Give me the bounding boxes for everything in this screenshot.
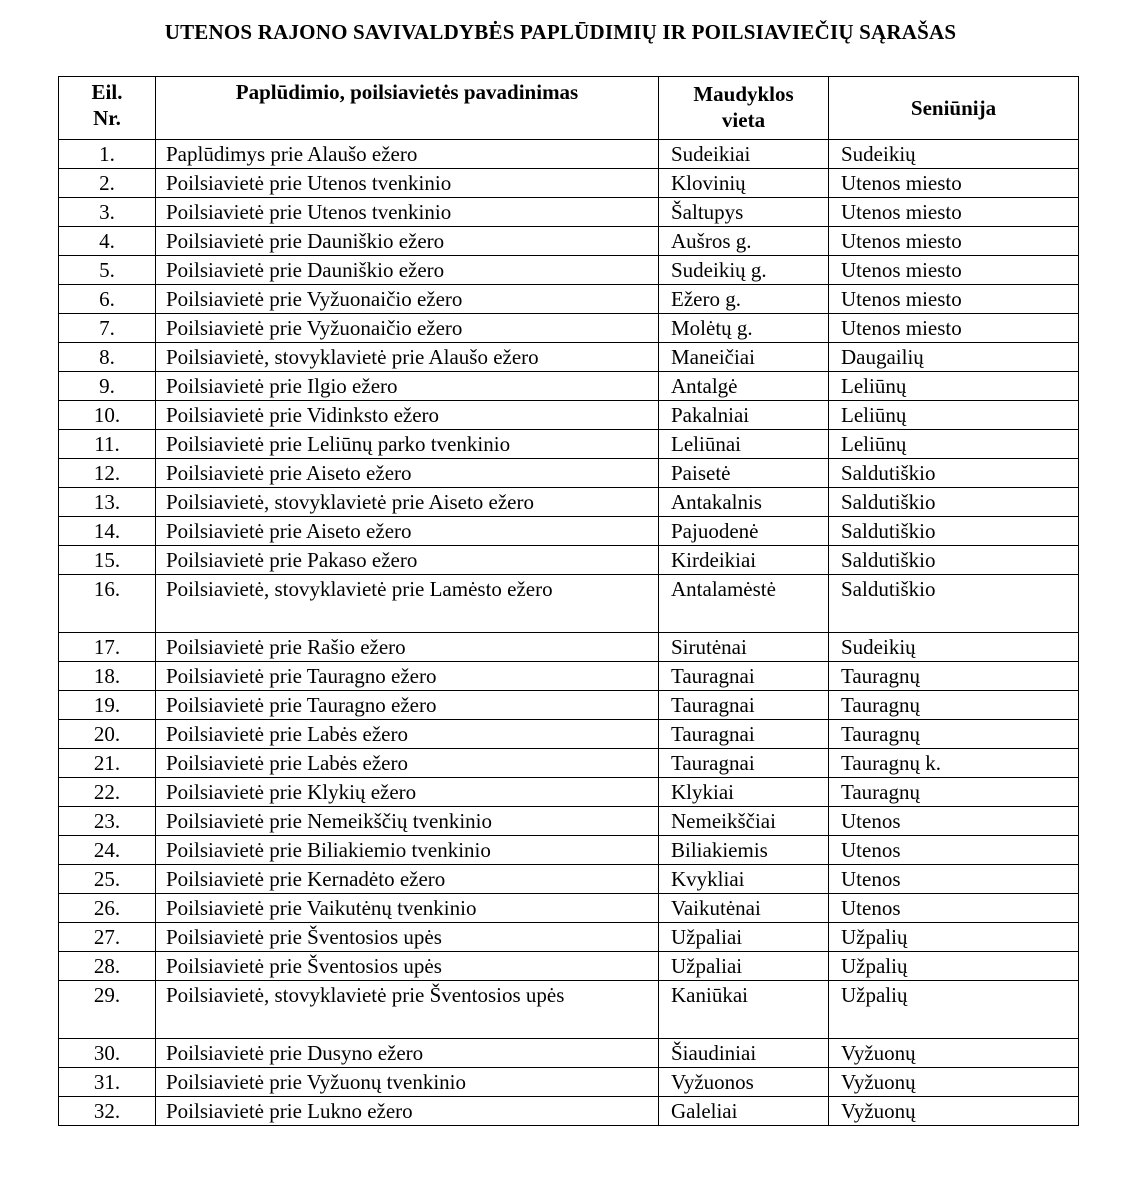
row-place: Pajuodenė bbox=[659, 517, 829, 546]
row-place: Antalamėstė bbox=[659, 575, 829, 633]
table-row bbox=[59, 894, 1079, 923]
row-place: Kvykliai bbox=[659, 865, 829, 894]
row-name: Poilsiavietė prie Nemeikščių tvenkinio bbox=[156, 807, 659, 836]
document-title: UTENOS RAJONO SAVIVALDYBĖS PAPLŪDIMIŲ IR POILSIAVIEČIŲ SĄRAŠAS bbox=[164, 20, 957, 44]
row-number: 32. bbox=[59, 1097, 156, 1126]
table-row bbox=[59, 778, 1079, 807]
table-row bbox=[59, 343, 1079, 372]
row-name: Poilsiavietė, stovyklavietė prie Šventosios upės bbox=[156, 981, 659, 1039]
row-name: Poilsiavietė prie Tauragno ežero bbox=[156, 691, 659, 720]
row-name: Poilsiavietė, stovyklavietė prie Alaušo ežero bbox=[156, 343, 659, 372]
row-place: Klykiai bbox=[659, 778, 829, 807]
beaches-table bbox=[58, 76, 1079, 1126]
row-name: Poilsiavietė prie Labės ežero bbox=[156, 720, 659, 749]
row-number: 14. bbox=[59, 517, 156, 546]
row-seniunija: Sudeikių bbox=[829, 140, 1079, 169]
table-row bbox=[59, 198, 1079, 227]
row-place: Antakalnis bbox=[659, 488, 829, 517]
row-place: Biliakiemis bbox=[659, 836, 829, 865]
row-name: Paplūdimys prie Alaušo ežero bbox=[156, 140, 659, 169]
row-number: 22. bbox=[59, 778, 156, 807]
row-number: 24. bbox=[59, 836, 156, 865]
row-number: 17. bbox=[59, 633, 156, 662]
row-number: 11. bbox=[59, 430, 156, 459]
row-seniunija: Leliūnų bbox=[829, 430, 1079, 459]
row-seniunija: Tauragnų bbox=[829, 691, 1079, 720]
row-place: Užpaliai bbox=[659, 923, 829, 952]
row-name: Poilsiavietė prie Vyžuonų tvenkinio bbox=[156, 1068, 659, 1097]
row-place: Kaniūkai bbox=[659, 981, 829, 1039]
row-name: Poilsiavietė prie Kernadėto ežero bbox=[156, 865, 659, 894]
table-row bbox=[59, 140, 1079, 169]
table-row bbox=[59, 923, 1079, 952]
row-number: 25. bbox=[59, 865, 156, 894]
table-row bbox=[59, 749, 1079, 778]
row-place: Paisetė bbox=[659, 459, 829, 488]
row-name: Poilsiavietė prie Šventosios upės bbox=[156, 923, 659, 952]
table-row bbox=[59, 401, 1079, 430]
header-seniunija-label: Seniūnija bbox=[910, 96, 997, 120]
row-seniunija: Vyžuonų bbox=[829, 1068, 1079, 1097]
row-name: Poilsiavietė, stovyklavietė prie Lamėsto ežero bbox=[156, 575, 659, 633]
row-number: 8. bbox=[59, 343, 156, 372]
row-number: 27. bbox=[59, 923, 156, 952]
row-name: Poilsiavietė, stovyklavietė prie Aiseto ežero bbox=[156, 488, 659, 517]
row-number: 18. bbox=[59, 662, 156, 691]
row-seniunija: Leliūnų bbox=[829, 372, 1079, 401]
row-seniunija: Utenos miesto bbox=[829, 314, 1079, 343]
row-place: Vaikutėnai bbox=[659, 894, 829, 923]
row-place: Tauragnai bbox=[659, 662, 829, 691]
row-name: Poilsiavietė prie Biliakiemio tvenkinio bbox=[156, 836, 659, 865]
row-seniunija: Utenos bbox=[829, 894, 1079, 923]
row-seniunija: Utenos miesto bbox=[829, 198, 1079, 227]
row-number: 12. bbox=[59, 459, 156, 488]
row-name: Poilsiavietė prie Dauniškio ežero bbox=[156, 227, 659, 256]
row-number: 23. bbox=[59, 807, 156, 836]
row-name: Poilsiavietė prie Dauniškio ežero bbox=[156, 256, 659, 285]
row-place: Sirutėnai bbox=[659, 633, 829, 662]
row-number: 21. bbox=[59, 749, 156, 778]
table-header-row bbox=[59, 77, 1079, 140]
row-seniunija: Saldutiškio bbox=[829, 575, 1079, 633]
table-row bbox=[59, 633, 1079, 662]
row-number: 9. bbox=[59, 372, 156, 401]
table-row bbox=[59, 662, 1079, 691]
header-place bbox=[659, 77, 829, 140]
row-name: Poilsiavietė prie Vaikutėnų tvenkinio bbox=[156, 894, 659, 923]
row-number: 26. bbox=[59, 894, 156, 923]
row-place: Klovinių bbox=[659, 169, 829, 198]
header-place-line2: vieta bbox=[721, 108, 766, 132]
row-name: Poilsiavietė prie Utenos tvenkinio bbox=[156, 198, 659, 227]
row-number: 2. bbox=[59, 169, 156, 198]
table-row bbox=[59, 952, 1079, 981]
table-row bbox=[59, 256, 1079, 285]
row-number: 6. bbox=[59, 285, 156, 314]
row-name: Poilsiavietė prie Aiseto ežero bbox=[156, 459, 659, 488]
table-row bbox=[59, 546, 1079, 575]
row-name: Poilsiavietė prie Labės ežero bbox=[156, 749, 659, 778]
row-place: Tauragnai bbox=[659, 691, 829, 720]
row-place: Tauragnai bbox=[659, 720, 829, 749]
table-row bbox=[59, 1097, 1079, 1126]
row-name: Poilsiavietė prie Pakaso ežero bbox=[156, 546, 659, 575]
row-number: 15. bbox=[59, 546, 156, 575]
row-seniunija: Tauragnų bbox=[829, 720, 1079, 749]
row-place: Aušros g. bbox=[659, 227, 829, 256]
row-seniunija: Utenos miesto bbox=[829, 169, 1079, 198]
table-row bbox=[59, 285, 1079, 314]
row-name: Poilsiavietė prie Rašio ežero bbox=[156, 633, 659, 662]
table-row bbox=[59, 314, 1079, 343]
header-place-line1: Maudyklos bbox=[693, 82, 794, 106]
row-place: Šaltupys bbox=[659, 198, 829, 227]
row-seniunija: Vyžuonų bbox=[829, 1039, 1079, 1068]
row-place: Maneičiai bbox=[659, 343, 829, 372]
table-row bbox=[59, 227, 1079, 256]
row-place: Ežero g. bbox=[659, 285, 829, 314]
table-row bbox=[59, 517, 1079, 546]
row-seniunija: Leliūnų bbox=[829, 401, 1079, 430]
row-place: Tauragnai bbox=[659, 749, 829, 778]
row-number: 31. bbox=[59, 1068, 156, 1097]
row-place: Nemeikščiai bbox=[659, 807, 829, 836]
table-row bbox=[59, 459, 1079, 488]
table-row bbox=[59, 981, 1079, 1039]
row-number: 29. bbox=[59, 981, 156, 1039]
row-seniunija: Užpalių bbox=[829, 981, 1079, 1039]
row-name: Poilsiavietė prie Klykių ežero bbox=[156, 778, 659, 807]
header-number-line1: Eil. bbox=[91, 80, 123, 104]
row-name: Poilsiavietė prie Šventosios upės bbox=[156, 952, 659, 981]
row-seniunija: Vyžuonų bbox=[829, 1097, 1079, 1126]
row-place: Užpaliai bbox=[659, 952, 829, 981]
table-row bbox=[59, 1039, 1079, 1068]
row-seniunija: Tauragnų k. bbox=[829, 749, 1079, 778]
table-body bbox=[59, 140, 1079, 1126]
row-name: Poilsiavietė prie Leliūnų parko tvenkinio bbox=[156, 430, 659, 459]
row-seniunija: Tauragnų bbox=[829, 778, 1079, 807]
row-seniunija: Utenos bbox=[829, 865, 1079, 894]
row-name: Poilsiavietė prie Dusyno ežero bbox=[156, 1039, 659, 1068]
table-row bbox=[59, 865, 1079, 894]
row-seniunija: Saldutiškio bbox=[829, 488, 1079, 517]
header-name-label: Paplūdimio, poilsiavietės pavadinimas bbox=[235, 80, 579, 104]
row-seniunija: Užpalių bbox=[829, 952, 1079, 981]
row-seniunija: Tauragnų bbox=[829, 662, 1079, 691]
row-place: Galeliai bbox=[659, 1097, 829, 1126]
row-place: Pakalniai bbox=[659, 401, 829, 430]
row-name: Poilsiavietė prie Vyžuonaičio ežero bbox=[156, 314, 659, 343]
table-row bbox=[59, 807, 1079, 836]
header-number bbox=[59, 77, 156, 140]
row-number: 3. bbox=[59, 198, 156, 227]
table-row bbox=[59, 836, 1079, 865]
row-name: Poilsiavietė prie Ilgio ežero bbox=[156, 372, 659, 401]
table-row bbox=[59, 488, 1079, 517]
row-place: Antalgė bbox=[659, 372, 829, 401]
row-place: Vyžuonos bbox=[659, 1068, 829, 1097]
row-name: Poilsiavietė prie Lukno ežero bbox=[156, 1097, 659, 1126]
header-seniunija bbox=[829, 77, 1079, 140]
row-number: 13. bbox=[59, 488, 156, 517]
row-number: 5. bbox=[59, 256, 156, 285]
row-number: 30. bbox=[59, 1039, 156, 1068]
row-seniunija: Saldutiškio bbox=[829, 459, 1079, 488]
row-seniunija: Saldutiškio bbox=[829, 546, 1079, 575]
row-number: 7. bbox=[59, 314, 156, 343]
table-row bbox=[59, 372, 1079, 401]
table-row bbox=[59, 430, 1079, 459]
row-seniunija: Saldutiškio bbox=[829, 517, 1079, 546]
row-seniunija: Utenos bbox=[829, 807, 1079, 836]
row-place: Sudeikių g. bbox=[659, 256, 829, 285]
table-row bbox=[59, 575, 1079, 633]
header-number-line2: Nr. bbox=[93, 106, 121, 130]
row-number: 28. bbox=[59, 952, 156, 981]
table-row bbox=[59, 720, 1079, 749]
row-seniunija: Utenos miesto bbox=[829, 285, 1079, 314]
table-row bbox=[59, 1068, 1079, 1097]
header-name bbox=[156, 77, 659, 140]
row-number: 20. bbox=[59, 720, 156, 749]
row-place: Leliūnai bbox=[659, 430, 829, 459]
row-name: Poilsiavietė prie Vyžuonaičio ežero bbox=[156, 285, 659, 314]
table-row bbox=[59, 169, 1079, 198]
row-seniunija: Utenos miesto bbox=[829, 256, 1079, 285]
row-name: Poilsiavietė prie Utenos tvenkinio bbox=[156, 169, 659, 198]
row-number: 16. bbox=[59, 575, 156, 633]
row-place: Kirdeikiai bbox=[659, 546, 829, 575]
row-name: Poilsiavietė prie Aiseto ežero bbox=[156, 517, 659, 546]
row-seniunija: Utenos bbox=[829, 836, 1079, 865]
row-number: 19. bbox=[59, 691, 156, 720]
row-number: 4. bbox=[59, 227, 156, 256]
table-row bbox=[59, 691, 1079, 720]
row-seniunija: Utenos miesto bbox=[829, 227, 1079, 256]
row-place: Molėtų g. bbox=[659, 314, 829, 343]
row-name: Poilsiavietė prie Tauragno ežero bbox=[156, 662, 659, 691]
row-place: Sudeikiai bbox=[659, 140, 829, 169]
row-seniunija: Daugailių bbox=[829, 343, 1079, 372]
row-number: 1. bbox=[59, 140, 156, 169]
row-place: Šiaudiniai bbox=[659, 1039, 829, 1068]
row-seniunija: Užpalių bbox=[829, 923, 1079, 952]
row-name: Poilsiavietė prie Vidinksto ežero bbox=[156, 401, 659, 430]
row-seniunija: Sudeikių bbox=[829, 633, 1079, 662]
row-number: 10. bbox=[59, 401, 156, 430]
